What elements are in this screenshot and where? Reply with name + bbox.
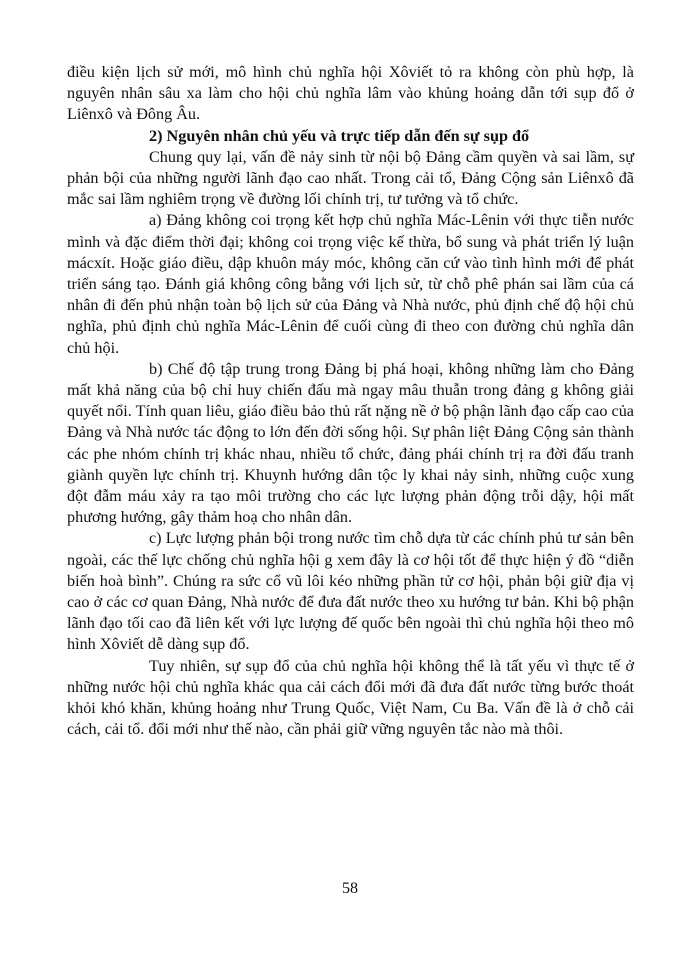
document-page [67,62,634,741]
continuation-paragraph: điều kiện lịch sử mới, mô hình chủ nghĩa hội Xôviết tỏ ra không còn phù hợp, là nguyên nhân sâu xa làm cho hội chủ nghĩa lâm vào khủng hoảng dẫn tới sụp đổ ở Liênxô và Đông Âu. [67,63,634,124]
body-paragraph-c: c) Lực lượng phản bội trong nước tìm chỗ dựa từ các chính phủ tư sản bên ngoài, các thế lực chống chủ nghĩa hội g xem đây là cơ hội tốt để thực hiện ý đồ “diễn biến hoà bình”. Chúng ra sức cổ vũ lôi kéo những phần tử cơ hội, phản bội giữ địa vị cao ở các cơ quan Đảng, Nhà nước để đưa đất nước theo xu hướng tư bản. Khi bộ phận lãnh đạo tối cao đã liên kết với lực lượng đế quốc bên ngoài thì chủ nghĩa hội theo mô hình Xôviết dễ dàng sụp đổ. [67,529,634,654]
section-heading: 2) Nguyên nhân chủ yếu và trực tiếp dẫn đến sự sụp đổ [149,126,530,145]
body-paragraph: Chung quy lại, vấn đề nảy sinh từ nội bộ Đảng cầm quyền và sai lầm, sự phản bội của những người lãnh đạo cao nhất. Trong cải tổ, Đảng Cộng sản Liênxô đã mắc sai lầm nghiêm trọng về đường lối chính trị, tư tưởng và tổ chức. [67,147,634,209]
body-paragraph-conclusion: Tuy nhiên, sự sụp đổ của chủ nghĩa hội không thể là tất yếu vì thực tế ở những nước hội chủ nghĩa khác qua cải cách đổi mới đã đưa đất nước từng bước thoát khỏi khó khăn, khủng hoảng như Trung Quốc, Việt Nam, Cu Ba. Vấn đề là ở chỗ cải cách, cải tổ. đổi mới như thế nào, cần phải giữ vững nguyên tắc nào mà thôi. [67,656,634,739]
body-paragraph-a: a) Đảng không coi trọng kết hợp chủ nghĩa Mác-Lênin với thực tiễn nước mình và đặc điểm thời đại; không coi trọng việc kế thừa, bổ sung và phát triển lý luận mácxít. Hoặc giáo điều, dập khuôn máy móc, không căn cứ vào tình hình mới để phát triển sáng tạo. Đánh giá không công bằng với lịch sử, từ chỗ phê phán sai lầm của cá nhân đi đến phủ nhận toàn bộ lịch sử của Đảng và Nhà nước, phủ định chế độ hội chủ nghĩa, phủ định chủ nghĩa Mác-Lênin để cuối cùng đi theo con đường chủ nghĩa dân chủ hội. [67,211,634,357]
page-number: 58 [342,880,358,897]
body-paragraph-b: b) Chế độ tập trung trong Đảng bị phá hoại, không những làm cho Đảng mất khả năng của bộ chỉ huy chiến đấu mà ngay mâu thuẫn trong đảng g không giải quyết nổi. Tính quan liêu, giáo điều bảo thủ rất nặng nề ở bộ phận lãnh đạo cấp cao của Đảng và Nhà nước tác động to lớn đến đời sống hội. Sự phân liệt Đảng Cộng sản thành các phe nhóm chính trị khác nhau, nhiều tổ chức, đảng phái chính trị ra đời đấu tranh giành quyền lực chính trị. Khuynh hướng dân tộc ly khai nảy sinh, những cuộc xung đột đẫm máu xảy ra tạo môi trường cho các lực lượng phản động trỗi dậy, hội mất phương hướng, gây thảm hoạ cho nhân dân. [67,359,634,527]
